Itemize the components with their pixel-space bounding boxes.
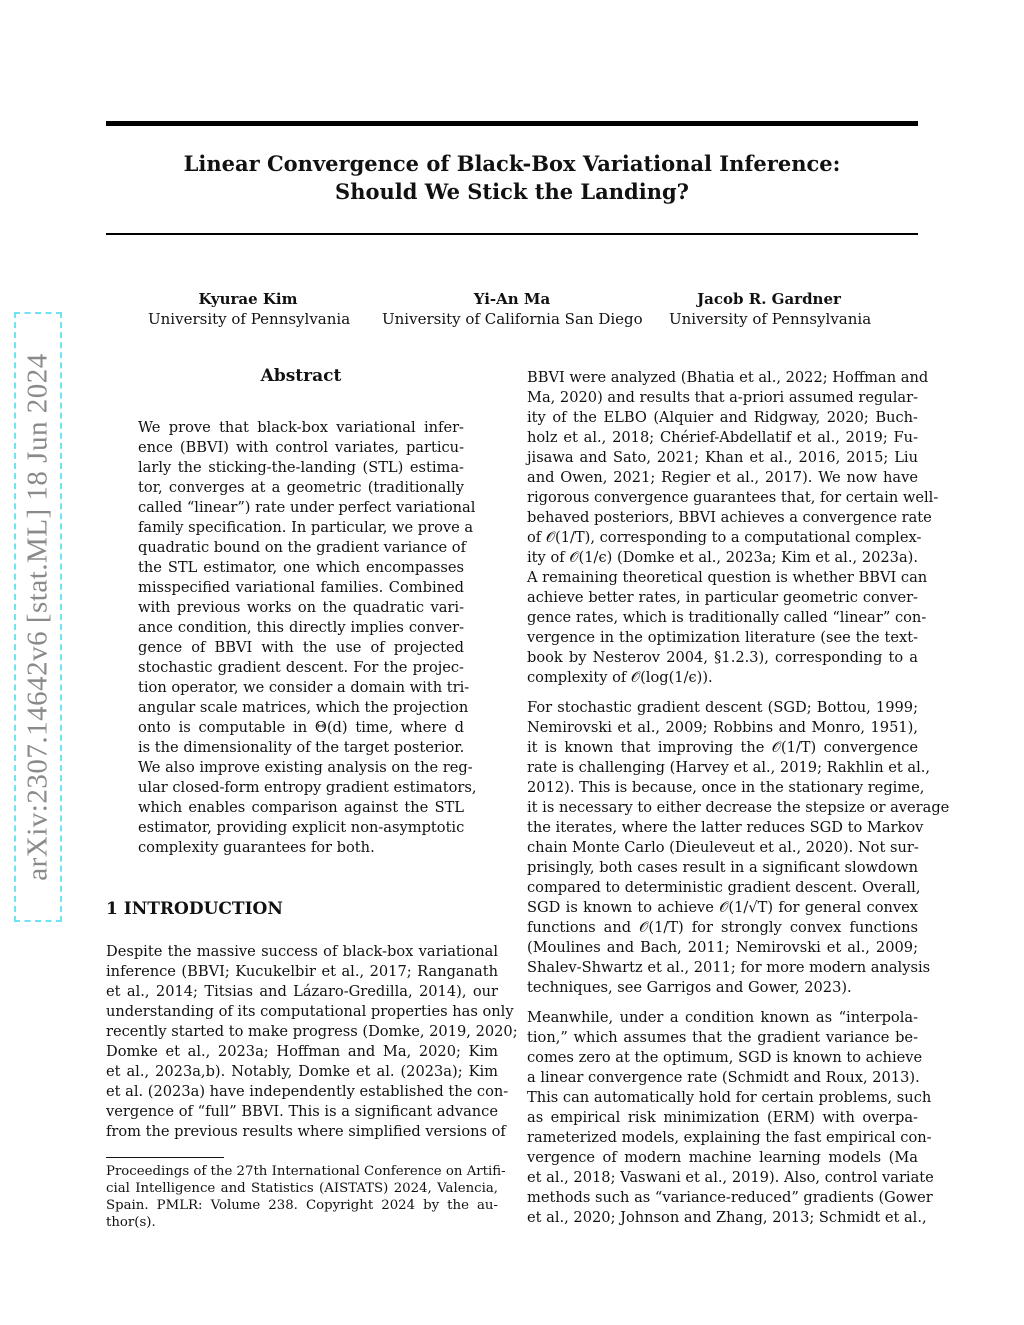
paragraph-line: Domke et al., 2023a; Hoffman and Ma, 2020; Kim: [106, 1043, 498, 1060]
paragraph-line: et al., 2014; Titsias and Lázaro-Gredilla, 2014), our: [106, 983, 498, 1000]
paragraph-line: rigorous convergence guarantees that, for certain well-: [527, 489, 939, 506]
paragraph-line: Ma, 2020) and results that a-priori assumed regular-: [527, 389, 918, 406]
author-1: [148, 289, 351, 329]
paragraph-line: comes zero at the optimum, SGD is known to achieve: [527, 1049, 923, 1066]
abstract-line: larly the sticking-the-landing (STL) estima-: [138, 459, 464, 476]
right-column-body: [527, 368, 950, 1228]
abstract-line: stochastic gradient descent. For the projec-: [138, 659, 464, 676]
paragraph-line: of 𝒪(1/T), corresponding to a computational complex-: [527, 529, 922, 546]
title-bottom-rule: [106, 233, 918, 235]
footnote-line: thor(s).: [106, 1215, 156, 1230]
author-affiliation: University of California San Diego: [382, 310, 643, 328]
abstract-line: with previous works on the quadratic vari-: [138, 599, 464, 616]
paragraph-line: A remaining theoretical question is whether BBVI can: [527, 569, 928, 586]
abstract-line: is the dimensionality of the target posterior.: [138, 739, 465, 756]
paragraph-line: et al., 2023a,b). Notably, Domke et al. (2023a); Kim: [106, 1063, 498, 1080]
paragraph-line: compared to deterministic gradient descent. Overall,: [527, 879, 921, 896]
paragraph-line: et al., 2018; Vaswani et al., 2019). Also, control variate: [527, 1169, 934, 1186]
paragraph-line: chain Monte Carlo (Dieuleveut et al., 2020). Not sur-: [527, 839, 919, 856]
abstract-line: ance condition, this directly implies conver-: [138, 619, 464, 636]
abstract-heading: Abstract: [260, 366, 342, 386]
paragraph-line: et al. (2023a) have independently established the con-: [106, 1083, 509, 1100]
paragraph-line: behaved posteriors, BBVI achieves a convergence rate: [527, 509, 932, 526]
paragraph-line: book by Nesterov 2004, §1.2.3), corresponding to a: [527, 649, 918, 666]
abstract-line: ular closed-form entropy gradient estimators,: [138, 779, 477, 796]
paragraph-line: inference (BBVI; Kucukelbir et al., 2017; Ranganath: [106, 963, 498, 980]
paragraph-line: et al., 2020; Johnson and Zhang, 2013; Schmidt et al.,: [527, 1209, 927, 1226]
footnote-rule: [106, 1157, 224, 1158]
arxiv-identifier-stamp: [14, 312, 62, 922]
abstract-line: quadratic bound on the gradient variance of: [138, 539, 466, 556]
paragraph-line: techniques, see Garrigos and Gower, 2023).: [527, 979, 852, 996]
abstract-line: ence (BBVI) with control variates, particu-: [138, 439, 464, 456]
paragraph-line: recently started to make progress (Domke, 2019, 2020;: [106, 1023, 518, 1040]
introduction-body: [106, 942, 518, 1142]
abstract-line: family specification. In particular, we prove a: [138, 519, 474, 536]
paragraph-line: ity of the ELBO (Alquier and Ridgway, 2020; Buch-: [527, 409, 918, 426]
paragraph-line: vergence of “full” BBVI. This is a significant advance: [106, 1103, 498, 1120]
abstract-line: angular scale matrices, which the projection: [138, 699, 469, 716]
paragraph-line: prisingly, both cases result in a significant slowdown: [527, 859, 918, 876]
paragraph-line: gence rates, which is traditionally called “linear” con-: [527, 609, 927, 626]
paragraph-line: jisawa and Sato, 2021; Khan et al., 2016, 2015; Liu: [527, 449, 918, 466]
paragraph-line: vergence in the optimization literature (see the text-: [527, 629, 918, 646]
paragraph-line: (Moulines and Bach, 2011; Nemirovski et al., 2009;: [527, 939, 918, 956]
author-2: [382, 289, 642, 329]
abstract-line: We prove that black-box variational infer-: [138, 419, 464, 436]
title-top-rule: [106, 121, 918, 126]
author-affiliation: University of Pennsylvania: [669, 310, 872, 328]
paragraph-line: tion,” which assumes that the gradient variance be-: [527, 1029, 918, 1046]
abstract-line: misspecified variational families. Combined: [138, 579, 464, 596]
paragraph-line: a linear convergence rate (Schmidt and Roux, 2013).: [527, 1069, 920, 1086]
arxiv-identifier: arXiv:2307.14642v6 [stat.ML] 18 Jun 2024: [21, 353, 54, 881]
author-affiliation: University of Pennsylvania: [148, 310, 351, 328]
author-name: Jacob R. Gardner: [697, 290, 841, 308]
footnote-line: cial Intelligence and Statistics (AISTATS) 2024, Valencia,: [106, 1181, 498, 1196]
abstract-line: called “linear”) rate under perfect variational: [138, 499, 476, 516]
paragraph-line: Despite the massive success of black-box variational: [106, 943, 498, 960]
abstract-line: tion operator, we consider a domain with tri-: [138, 679, 470, 696]
author-3: [669, 289, 872, 329]
paragraph-line: 2012). This is because, once in the stationary regime,: [527, 779, 925, 796]
paragraph-line: complexity of 𝒪(log(1/ϵ)).: [527, 669, 713, 686]
paragraph-line: rameterized models, explaining the fast empirical con-: [527, 1129, 932, 1146]
paragraph-line: the iterates, where the latter reduces SGD to Markov: [527, 819, 924, 836]
paragraph-line: from the previous results where simplified versions of: [106, 1123, 506, 1140]
paragraph-line: understanding of its computational properties has only: [106, 1003, 514, 1020]
footnote-line: Proceedings of the 27th International Conference on Artifi-: [106, 1164, 506, 1179]
abstract-line: We also improve existing analysis on the reg-: [138, 759, 473, 776]
footnote-line: Spain. PMLR: Volume 238. Copyright 2024 by the au-: [106, 1198, 498, 1213]
title-line-2: Should We Stick the Landing?: [335, 179, 689, 204]
paragraph-line: This can automatically hold for certain problems, such: [527, 1089, 932, 1106]
paper-title: [106, 150, 918, 206]
paragraph-line: methods such as “variance-reduced” gradients (Gower: [527, 1189, 933, 1206]
paragraph-line: functions and 𝒪(1/T) for strongly convex functions: [527, 919, 918, 936]
paragraph-line: ity of 𝒪(1/ϵ) (Domke et al., 2023a; Kim et al., 2023a).: [527, 549, 918, 566]
paragraph-line: For stochastic gradient descent (SGD; Bottou, 1999;: [527, 699, 918, 716]
paragraph-line: Nemirovski et al., 2009; Robbins and Monro, 1951),: [527, 719, 918, 736]
paragraph-line: Meanwhile, under a condition known as “interpola-: [527, 1009, 918, 1026]
abstract-body: [138, 418, 477, 858]
abstract-line: which enables comparison against the STL: [138, 799, 464, 816]
paragraph-line: rate is challenging (Harvey et al., 2019; Rakhlin et al.,: [527, 759, 931, 776]
paragraph-gap: [527, 688, 918, 698]
paragraph-gap: [527, 998, 918, 1008]
paragraph-line: SGD is known to achieve 𝒪(1/√T) for general convex: [527, 899, 918, 916]
paragraph-line: and Owen, 2021; Regier et al., 2017). We now have: [527, 469, 918, 486]
title-line-1: Linear Convergence of Black-Box Variational Inference:: [183, 151, 841, 176]
abstract-line: complexity guarantees for both.: [138, 839, 375, 856]
footnote: [106, 1163, 506, 1231]
abstract-line: the STL estimator, one which encompasses: [138, 559, 464, 576]
author-name: Kyurae Kim: [198, 290, 298, 308]
author-name: Yi-An Ma: [473, 290, 551, 308]
paragraph-line: it is necessary to either decrease the stepsize or average: [527, 799, 950, 816]
paragraph-line: BBVI were analyzed (Bhatia et al., 2022; Hoffman and: [527, 369, 929, 386]
paragraph-line: Shalev-Shwartz et al., 2011; for more modern analysis: [527, 959, 931, 976]
paragraph-line: holz et al., 2018; Chérief-Abdellatif et al., 2019; Fu-: [527, 429, 918, 446]
abstract-line: onto is computable in Θ(d) time, where d: [138, 719, 464, 736]
paragraph-line: as empirical risk minimization (ERM) with overpa-: [527, 1109, 918, 1126]
paragraph-line: vergence of modern machine learning models (Ma: [527, 1149, 918, 1166]
abstract-line: tor, converges at a geometric (traditionally: [138, 479, 464, 496]
paragraph-line: it is known that improving the 𝒪(1/T) convergence: [527, 739, 918, 756]
section-heading-introduction: 1 INTRODUCTION: [106, 899, 283, 919]
abstract-line: estimator, providing explicit non-asymptotic: [138, 819, 465, 836]
paragraph-line: achieve better rates, in particular geometric conver-: [527, 589, 918, 606]
abstract-line: gence of BBVI with the use of projected: [138, 639, 464, 656]
